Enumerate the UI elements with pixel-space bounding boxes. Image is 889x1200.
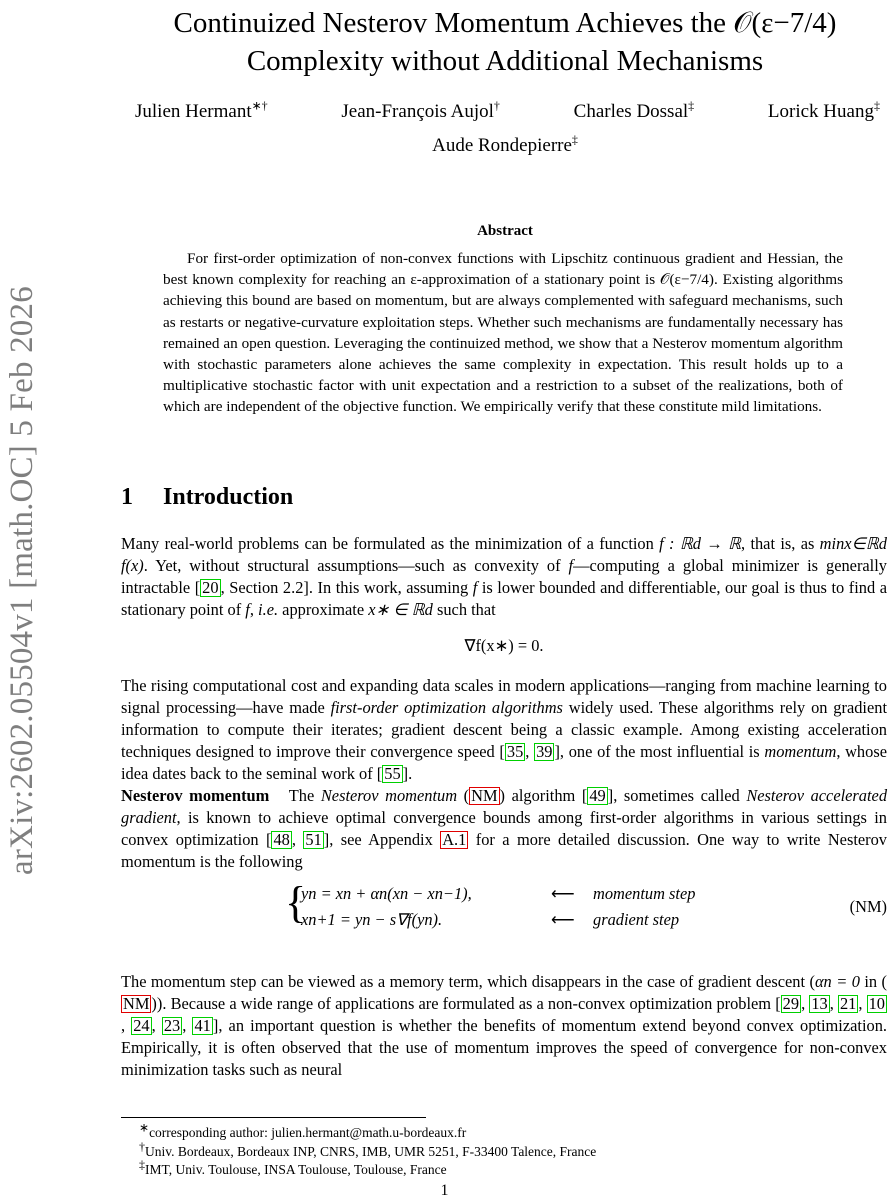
- author: Jean-François Aujol†: [341, 98, 500, 122]
- abstract-heading: Abstract: [477, 223, 533, 239]
- equation-link[interactable]: NM: [123, 994, 150, 1013]
- citation-link[interactable]: 13: [811, 994, 828, 1013]
- citation-link[interactable]: 10: [868, 994, 885, 1013]
- stationary-equation: ∇f(x∗) = 0.: [464, 636, 544, 655]
- author: Lorick Huang‡: [767, 98, 880, 122]
- title-line-1: Continuized Nesterov Momentum Achieves the 𝒪(ε−7/4): [173, 7, 837, 39]
- paper-title: [120, 4, 889, 80]
- intro-paragraph-1: Many real-world problems can be formulated as the minimization of a function f : ℝd → ℝ, that is, as minx∈ℝd f(x). Yet, without structural assumptions—such as convexity of f—computing a global minimizer is generally intractable [ 20 , Section 2.2]. In this work, assuming f is lower bounded and differentiable, our goal is thus to find a stationary point of f, i.e. approximate x∗ ∈ ℝd such that: [121, 534, 887, 619]
- author: Aude Rondepierre‡: [432, 132, 578, 156]
- footnote: ‡IMT, Univ. Toulouse, INSA Toulouse, Toulouse, France: [139, 1157, 447, 1177]
- title-line-2: Complexity without Additional Mechanisms: [246, 45, 764, 77]
- gradient-step-label: gradient step: [593, 910, 680, 929]
- complexity-formula: 𝒪(ε−7/4): [659, 271, 714, 289]
- citation-link[interactable]: 23: [163, 1016, 181, 1035]
- citation-link[interactable]: 49: [589, 786, 606, 805]
- intro-paragraph-4: The momentum step can be viewed as a memory term, which disappears in the case of gradient descent (αn = 0 in (NM )). Because a wide range of applications are formulated as a non-convex optimization problem [ 29 , 13 , 21 , 10, 24 , 23 , 41 ], an important question is whether the benefits of momentum extend beyond convex optimization. Empirically, it is often observed that the use of momentum improves the speed of convergence for non-convex minimization tasks such as neural: [121, 972, 888, 1079]
- arrow-icon: ⟵: [551, 910, 575, 929]
- footnote-divider: [121, 1117, 426, 1118]
- appendix-link[interactable]: A.1: [442, 830, 467, 849]
- nm-equation: [285, 877, 887, 937]
- citation-link[interactable]: 51: [305, 830, 322, 849]
- intro-paragraph-2: The rising computational cost and expanding data scales in modern applications—ranging from machine learning to signal processing—have made first-order optimization algorithms widely used. These algorithms rely on gradient information to compute their iterates; gradient descent being a classic example. Among existing acceleration techniques designed to improve their convergence speed [ 35 , 39 ], one of the most influential is momentum, whose idea dates back to the seminal work of [ 55 ].: [121, 676, 887, 783]
- abstract-text: For first-order optimization of non-convex functions with Lipschitz continuous gradient and Hessian, the best known complexity for reaching an ε-approximation of a stationary point is 𝒪(ε−7/4). Existing algorithms achieving this bound are based on momentum, but are always complemented with safeguard mechanisms, such as restarts or negative-curvature exploitation steps. Whether such mechanisms are fundamentally necessary has remained an open question. Leveraging the continuized method, we show that a Nesterov momentum algorithm with stochastic parameters alone achieves the same complexity in expectation. This result holds up to a multiplicative stochastic factor with unit expectation and a restriction to a subset of the realizations, both of which are independent of the objective function. We empirically verify that these constitute mild limitations.: [163, 250, 843, 416]
- arxiv-identifier[interactable]: arXiv:2602.05504v1 [math.OC] 5 Feb 2026: [4, 286, 40, 875]
- citation-link[interactable]: 35: [506, 742, 524, 761]
- arrow-icon: ⟵: [551, 884, 575, 903]
- citation-link[interactable]: 55: [384, 764, 401, 783]
- citation-link[interactable]: 48: [273, 830, 290, 849]
- section-heading: 1 Introduction: [121, 484, 294, 510]
- citation-link[interactable]: 41: [194, 1016, 211, 1035]
- citation-link[interactable]: 24: [133, 1016, 150, 1035]
- author-list: [120, 99, 889, 159]
- equation-tag: (NM): [849, 897, 887, 916]
- author: Charles Dossal‡: [573, 98, 695, 122]
- citation-link[interactable]: 21: [839, 994, 857, 1013]
- author: Julien Hermant∗†: [135, 98, 268, 122]
- footnotes: [139, 1120, 597, 1180]
- footnote: ∗corresponding author: julien.hermant@math.u-bordeaux.fr: [139, 1120, 467, 1140]
- citation-link[interactable]: 29: [782, 994, 800, 1013]
- page-number: 1: [440, 1182, 449, 1199]
- momentum-step-label: momentum step: [593, 884, 696, 903]
- citation-link[interactable]: 20: [202, 578, 219, 597]
- brace-symbol: {: [285, 878, 307, 927]
- momentum-step-formula: yn = xn + αn(xn − xn−1),: [301, 884, 472, 903]
- citation-link[interactable]: 39: [536, 742, 553, 761]
- footnote: †Univ. Bordeaux, Bordeaux INP, CNRS, IMB, UMR 5251, F-33400 Talence, France: [139, 1139, 597, 1159]
- gradient-step-formula: xn+1 = yn − s∇f(yn).: [301, 910, 443, 929]
- intro-paragraph-3: Nesterov momentum The Nesterov momentum ( NM ) algorithm [ 49 ], sometimes called Nesterov accelerated gradient, is known to achieve optimal convergence bounds among first-order algorithms in various settings in convex optimization [ 48 , 51 ], see Appendix A.1 for a more detailed discussion. One way to write Nesterov momentum is the following: [121, 786, 888, 871]
- equation-link[interactable]: NM: [471, 786, 498, 805]
